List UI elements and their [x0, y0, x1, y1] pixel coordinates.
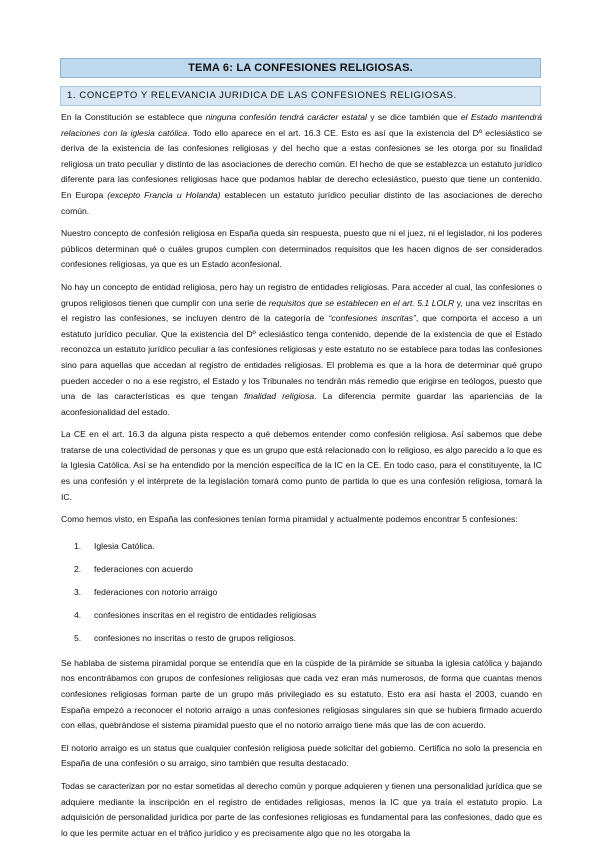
list-item [61, 627, 542, 650]
p1-text-a: En la Constitución se establece que [61, 112, 206, 122]
p1-text-g: establecen un estatuto jurídico peculiar distinto de las asociaciones de derecho común. [61, 189, 543, 216]
p1-emphasis-2: el Estado mantendrá relaciones con la iglesia católica [61, 112, 542, 138]
paragraph-6: Se hablaba de sistema piramidal porque se entendía que en la cúspide de la pirámide se situaba la iglesia católica y bajando nos encontrábamos con grupos de confesiones religiosas que cada vez eran más numerosos, de forma que cuantas menos confesiones religiosas forman parte de un grupo más privilegiado es su estatuto. Esto era así hasta el 2003, cuando en España empezó a reconocer el notorio arraigo a unas confesiones religiosas singulares sin que se hubiera firmado acuerdo con ellas, quebrándose el sistema piramidal puesto que el no notorio arraigo tiene más que las de con acuerdo. [61, 657, 542, 731]
list-item [61, 535, 542, 558]
paragraph-3 [61, 280, 542, 420]
p1-emphasis-1: ninguna confesión tendrá carácter estatal [205, 112, 367, 122]
list-item [61, 581, 542, 604]
paragraph-1 [61, 110, 542, 219]
list-number: 2. [74, 563, 82, 574]
list-item-text: federaciones con acuerdo [94, 563, 193, 574]
list-item [61, 604, 542, 627]
list-number: 1. [74, 540, 82, 551]
confessions-list [61, 535, 542, 650]
list-item-text: confesiones inscritas en el registro de entidades religiosas [94, 609, 317, 620]
list-item-text: Iglesia Católica. [94, 540, 155, 551]
p1-text-c: y se dice también que [366, 112, 461, 122]
document-body [61, 110, 542, 848]
p3-text-g: . La diferencia permite guardar las apariencias de la aconfesionalidad del estado. [61, 391, 542, 417]
paragraph-4: La CE en el art. 16.3 da alguna pista respecto a qué debemos entender como confesión religiosa. Así sabemos que debe tratarse de una colectividad de personas y que es un grupo que está relacionado con lo religioso, es algo parecido a lo que es la Iglesia Católica. Así se ha entendido por la mención específica de la IC en la CE. En todo caso, para el constituyente, la IC es una confesión y el intérprete de la legislación tomará como punto de partida lo que es una confesión religiosa, tomará la IC. [61, 429, 542, 502]
list-item-text: federaciones con notorio arraigo [94, 586, 218, 597]
paragraph-5: Como hemos visto, en España las confesiones tenían forma piramidal y actualmente podemos encontrar 5 confesiones: [61, 514, 518, 525]
list-number: 5. [74, 632, 82, 643]
p3-emphasis-3: finalidad religiosa [244, 391, 315, 402]
p3-text-c: y, una vez inscritas en el registro las confesiones, se incluyen dentro de la categoría de [61, 297, 542, 324]
p1-text-e: . Todo ello aparece en el art. 16.3 CE. Esto es así que la existencia del Dº eclesiástico se deriva de la existencia de las confesiones religiosas y del hecho que a estas confesiones se les otorga por su finalidad religiosa un trato peculiar y distinto de las asociaciones de derecho común. El hecho de que se establezca un estatuto jurídico diferente para las confesiones religiosas hace que podamos hablar de derecho eclesiástico, puesto que tiene un contenido. En Europa [61, 127, 542, 200]
p3-emphasis-2: “confesiones inscritas” [328, 313, 416, 324]
list-item-text: confesiones no inscritas o resto de grupos religiosos. [94, 632, 297, 643]
paragraph-7: El notorio arraigo es un status que cualquier confesión religiosa puede solicitar del gobierno. Certifica no solo la presencia en España de una confesión o su arraigo, sino también que resulta destacado. [61, 742, 542, 769]
paragraph-8: Todas se caracterizan por no estar sometidas al derecho común y porque adquieren y tienen una personalidad jurídica que se adquiere mediante la inscripción en el registro de entidades religiosas, menos la IC que ya traía el estatuto propio. La adquisición de personalidad jurídica por parte de las confesiones religiosas es fundamental para las confesiones, dado que es lo que les permite actuar en el tráfico jurídico y es precisamente algo que no les otorgaba la [61, 781, 542, 838]
page-title: TEMA 6: LA CONFESIONES RELIGIOSAS. [60, 58, 541, 78]
list-number: 3. [74, 586, 82, 597]
paragraph-2: Nuestro concepto de confesión religiosa en España queda sin respuesta, puesto que ni el juez, ni el legislador, ni los poderes públicos determinan qué o cuáles grupos cumplen con determinados requisitos que les hacen dignos de ser considerados confesiones religiosas, ya que es un Estado aconfesional. [61, 228, 542, 270]
p3-text-a: No hay un concepto de entidad religiosa, pero hay un registro de entidades religiosas. Para acceder al cual, las confesiones o grupos religiosos tienen que cumplir con una serie de [61, 281, 542, 308]
p3-emphasis-1: requisitos que se establecen en el art. 5.1 LOLR [268, 297, 455, 308]
section-heading: 1. CONCEPTO Y RELEVANCIA JURIDICA DE LAS CONFESIONES RELIGIOSAS. [60, 86, 541, 106]
p1-emphasis-3: (excepto Francia u Holanda) [107, 189, 221, 200]
p3-text-e: , que comporta el acceso a un estatuto jurídico peculiar. Que la existencia del Dº eclesiástico tenga contenido, depende de la existencia de que el Estado reconozca un estatuto jurídico peculiar a las confesiones religiosas y este estatuto no se establece para todas las confesiones sino para aquellas que accedan al registro de entidades religiosas. El problema es que a la hora de determinar qué grupo pueden acceder o no a ese registro, el Estado y los Tribunales no tendrán más remedio que erigirse en teólogos, puesto que una de las características es que tengan [61, 313, 542, 402]
list-item [61, 558, 542, 581]
list-number: 4. [74, 609, 82, 620]
